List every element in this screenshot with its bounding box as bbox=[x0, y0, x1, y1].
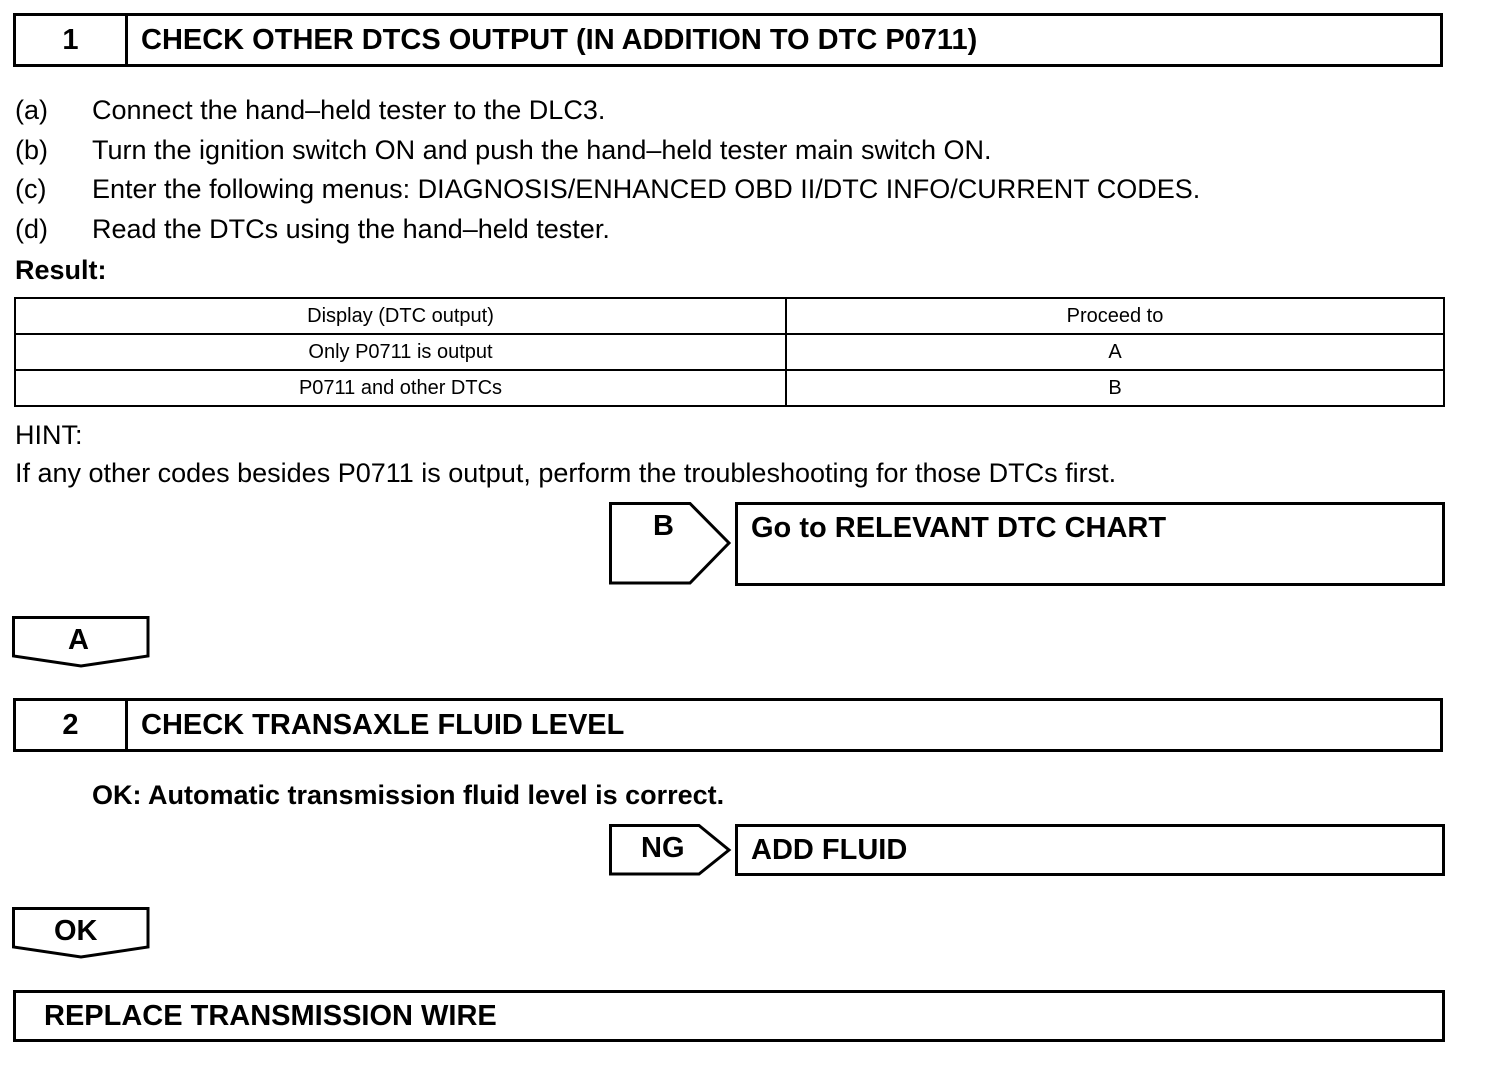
step-2-title: CHECK TRANSAXLE FLUID LEVEL bbox=[141, 708, 625, 741]
branch-ng-label: NG bbox=[641, 832, 685, 864]
hint-text: If any other codes besides P0711 is output, perform the troubleshooting for those DTCs first. bbox=[15, 458, 1117, 488]
table-cell: Only P0711 is output bbox=[15, 334, 786, 370]
table-cell: B bbox=[786, 370, 1444, 406]
instruction-b bbox=[15, 135, 991, 166]
branch-b-arrow bbox=[609, 502, 733, 586]
step-1-number: 1 bbox=[16, 16, 128, 64]
result-table bbox=[14, 297, 1445, 407]
instruction-d bbox=[15, 214, 610, 245]
table-header-cell: Display (DTC output) bbox=[15, 298, 786, 334]
result-label: Result: bbox=[15, 255, 107, 285]
instruction-label: (c) bbox=[15, 174, 47, 204]
branch-b-action: Go to RELEVANT DTC CHART bbox=[735, 502, 1445, 586]
final-action: REPLACE TRANSMISSION WIRE bbox=[13, 990, 1445, 1042]
table-row bbox=[15, 334, 1444, 370]
branch-b-label: B bbox=[653, 510, 674, 542]
step-2-header bbox=[13, 698, 1443, 752]
table-cell: P0711 and other DTCs bbox=[15, 370, 786, 406]
branch-a-arrow bbox=[12, 616, 150, 668]
instruction-text: Turn the ignition switch ON and push the hand–held tester main switch ON. bbox=[92, 135, 992, 165]
step-1-title: CHECK OTHER DTCS OUTPUT (IN ADDITION TO DTC P0711) bbox=[141, 23, 978, 56]
table-header-row bbox=[15, 298, 1444, 334]
branch-ok-arrow bbox=[12, 907, 150, 959]
instruction-text: Connect the hand–held tester to the DLC3. bbox=[92, 95, 606, 125]
branch-ng-arrow bbox=[609, 824, 733, 876]
branch-ok-label: OK bbox=[54, 915, 98, 947]
table-cell: A bbox=[786, 334, 1444, 370]
instruction-a bbox=[15, 95, 605, 126]
instruction-label: (d) bbox=[15, 214, 48, 244]
table-row bbox=[15, 370, 1444, 406]
instruction-label: (a) bbox=[15, 95, 48, 125]
hint-label: HINT: bbox=[15, 420, 83, 450]
instruction-text: Enter the following menus: DIAGNOSIS/ENHANCED OBD II/DTC INFO/CURRENT CODES. bbox=[92, 174, 1201, 204]
instruction-text: Read the DTCs using the hand–held tester. bbox=[92, 214, 610, 244]
instruction-c bbox=[15, 174, 1200, 205]
instruction-label: (b) bbox=[15, 135, 48, 165]
branch-ng-action: ADD FLUID bbox=[735, 824, 1445, 876]
table-header-cell: Proceed to bbox=[786, 298, 1444, 334]
step-1-header bbox=[13, 13, 1443, 67]
step-2-number: 2 bbox=[16, 701, 128, 749]
branch-a-label: A bbox=[68, 624, 89, 656]
ok-condition: OK: Automatic transmission fluid level is correct. bbox=[92, 780, 725, 810]
